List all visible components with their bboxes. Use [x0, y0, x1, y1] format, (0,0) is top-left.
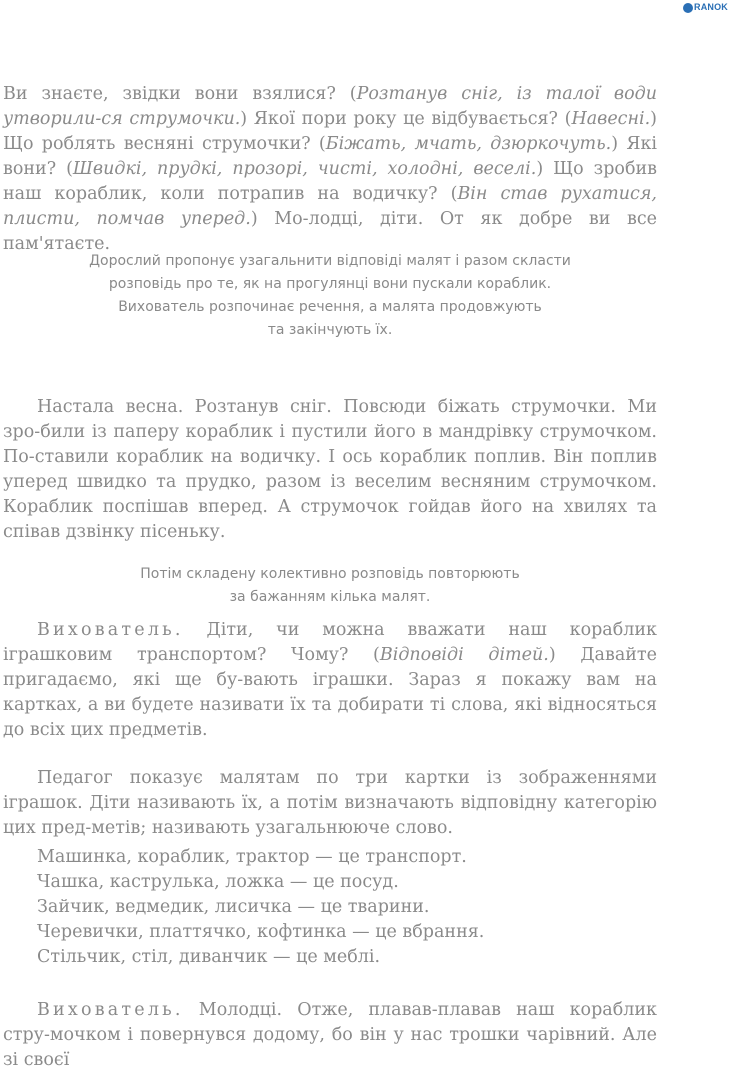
story-text: Настала весна. Розтанув сніг. Повсюди біжать струмочки. Ми зро-били із паперу кораблик і пустили його в мандрівку струмочком. По-ставили кораблик на водичку. І ось кораблик поплив. Він поплив уперед швидко та прудко, разом із веселим весняним струмочком. Кораблик поспішав вперед. А струмочок гойдав його на хвилях та співав дзвінку пісеньку.	[3, 397, 657, 542]
list-item: Зайчик, ведмедик, лисичка — це тварини.	[37, 897, 430, 917]
answer-italic: Навесні.	[571, 109, 651, 129]
publisher-logo	[683, 2, 728, 13]
text-run: ) Які вони? (	[3, 134, 657, 179]
list-item: Чашка, каструлька, ложка — це посуд.	[37, 872, 399, 892]
note-line: та закінчують їх.	[267, 322, 393, 338]
category-list	[3, 845, 657, 970]
text-run: Діти, чи можна вважати наш кораблик іграшковим транспортом? Чому? (	[3, 620, 657, 665]
text-run: ) Що роблять весняні струмочки? (	[3, 109, 657, 154]
text-run: Ви знаєте, звідки вони взялися? (	[3, 84, 357, 104]
paragraph-story	[3, 395, 657, 545]
paragraph-cards	[3, 766, 657, 841]
note-line: розповідь про те, як на прогулянці вони пускали кораблик.	[108, 276, 552, 292]
list-item: Машинка, кораблик, трактор — це транспорт.	[37, 847, 467, 867]
text-run: ) Що зробив наш кораблик, коли потрапив на водичку? (	[3, 159, 658, 204]
paragraph-teacher-1	[3, 618, 657, 743]
text-run: ) Якої пори року це відбувається? (	[240, 109, 572, 129]
paragraph-questions	[3, 82, 657, 257]
speaker-label: Вихователь.	[37, 620, 184, 640]
text-run: ) Давайте пригадаємо, які ще бу-вають іграшки. Зараз я покажу вам на картках, а ви будете називати їх та добирати ті слова, які відносяться до всіх цих предметів.	[3, 645, 657, 740]
logo-icon	[683, 3, 693, 13]
answer-italic: Він став рухатися, плисти, помчав уперед.	[3, 184, 657, 229]
note-line: Дорослий пропонує узагальнити відповіді малят і разом скласти	[89, 253, 571, 269]
text-run: Молодці. Отже, плавав-плавав наш кораблик стру-мочком і повернувся додому, бо він у нас трошки чарівний. Але зі своєї	[3, 1000, 657, 1070]
cards-text: Педагог показує малятам по три картки із зображеннями іграшок. Діти називають їх, а потім визначають відповідну категорію цих пред-метів; називають узагальнююче слово.	[3, 768, 657, 838]
logo-text: RANOK	[694, 2, 728, 12]
answer-italic: Швидкі, прудкі, прозорі, чисті, холодні, веселі.	[72, 159, 537, 179]
paragraph-teacher-2	[3, 998, 657, 1073]
speaker-label: Вихователь.	[37, 1000, 184, 1020]
answer-italic: Біжать, мчать, дзюркочуть.	[325, 134, 612, 154]
text-run: ) Мо-лодці, діти. От як добре ви все пам'ятаєте.	[3, 209, 657, 254]
instruction-note-1	[3, 250, 657, 342]
list-item: Черевички, платтячко, кофтинка — це вбрання.	[37, 922, 485, 942]
answer-italic: Розтанув сніг, із талої води утворили-ся струмочки.	[3, 84, 657, 129]
note-line: Потім складену колективно розповідь повторюють	[140, 566, 520, 582]
note-line: за бажанням кілька малят.	[229, 589, 431, 605]
instruction-note-2	[3, 563, 657, 609]
list-item: Стільчик, стіл, диванчик — це меблі.	[37, 947, 381, 967]
note-line: Вихователь розпочинає речення, а малята продовжують	[118, 299, 542, 315]
answer-italic: Відповіді дітей.	[379, 645, 549, 665]
